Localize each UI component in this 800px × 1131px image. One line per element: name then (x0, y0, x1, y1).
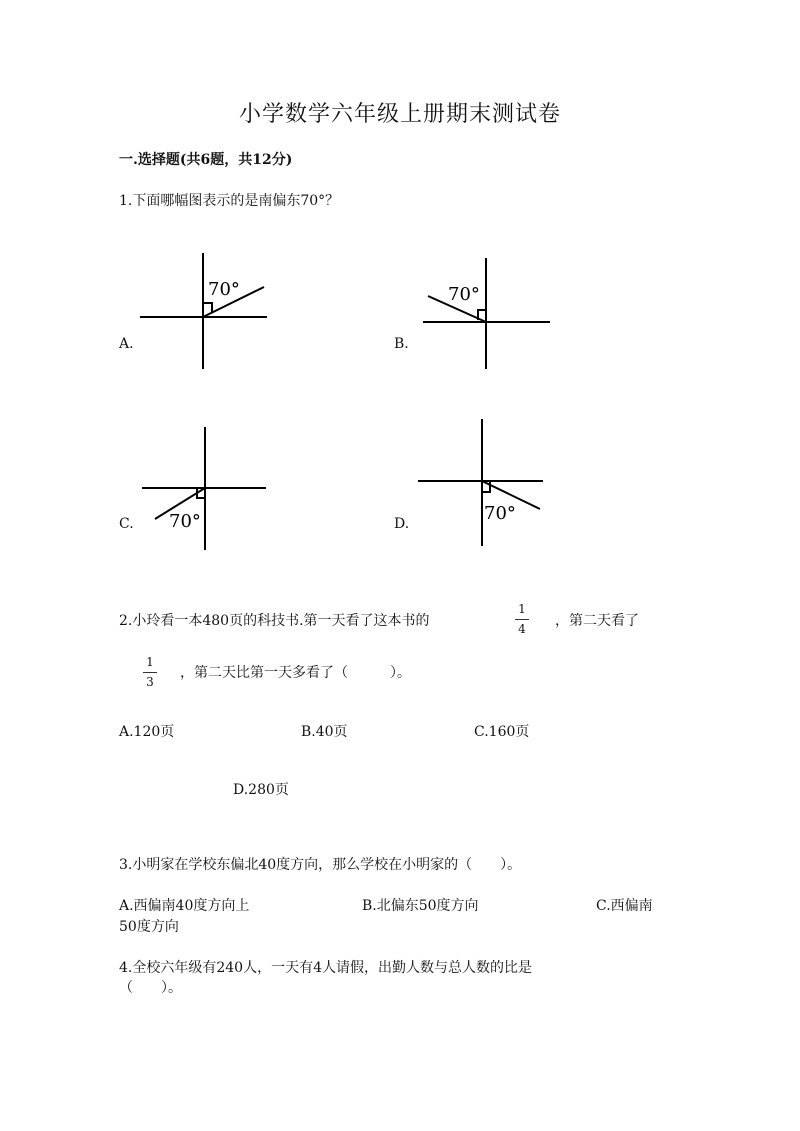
q3-option-c-continued: 50度方向 (119, 919, 179, 935)
q1-option-b[interactable]: B. (394, 336, 409, 352)
section-heading: 一.选择题(共6题，共12分) (119, 152, 293, 168)
question-3-text: 3.小明家在学校东偏北40度方向，那么学校在小明家的（ ）。 (119, 857, 522, 873)
question-2-text-line2: ，第二天比第一天多看了（ ）。 (180, 665, 411, 681)
page-title: 小学数学六年级上册期末测试卷 (238, 102, 561, 127)
figure-b-angle-label: 70° (448, 284, 480, 305)
question-2-text-line1-end: ，第二天看了 (555, 613, 639, 629)
question-4-text-line2: （ ）。 (119, 980, 182, 996)
figure-d (418, 419, 544, 547)
q2-option-d[interactable]: D.280页 (233, 782, 289, 798)
q3-option-a[interactable]: A.西偏南40度方向上 (119, 898, 250, 914)
q2-option-a[interactable]: A.120页 (119, 724, 175, 740)
q1-option-a[interactable]: A. (119, 336, 134, 352)
figure-d-angle-label: 70° (484, 503, 516, 524)
fraction-one-third (143, 656, 157, 689)
fraction-numerator: 1 (518, 602, 526, 616)
question-2-text-line1: 2.小玲看一本480页的科技书.第一天看了这本书的 (119, 613, 430, 629)
fraction-bar (515, 619, 529, 620)
fraction-denominator: 4 (518, 622, 526, 636)
q1-option-c[interactable]: C. (119, 516, 134, 532)
q2-option-c[interactable]: C.160页 (474, 724, 530, 740)
fraction-bar (143, 672, 157, 673)
figure-c-angle-label: 70° (169, 511, 201, 532)
q3-option-c[interactable]: C.西偏南 (596, 898, 653, 914)
q2-option-b[interactable]: B.40页 (301, 724, 348, 740)
figure-a-angle-label: 70° (208, 279, 240, 300)
fraction-one-quarter (515, 603, 529, 636)
question-4-text-line1: 4.全校六年级有240人，一天有4人请假，出勤人数与总人数的比是 (119, 960, 532, 976)
figure-a (140, 253, 270, 370)
figure-a-angle-mark (203, 303, 212, 313)
q1-option-d[interactable]: D. (394, 516, 410, 532)
fraction-denominator: 3 (146, 675, 154, 689)
question-1-text: 1.下面哪幅图表示的是南偏东70°？ (119, 193, 340, 209)
q3-option-b[interactable]: B.北偏东50度方向 (362, 898, 479, 914)
figure-b (423, 258, 551, 370)
figure-c (142, 427, 268, 551)
fraction-numerator: 1 (146, 655, 154, 669)
